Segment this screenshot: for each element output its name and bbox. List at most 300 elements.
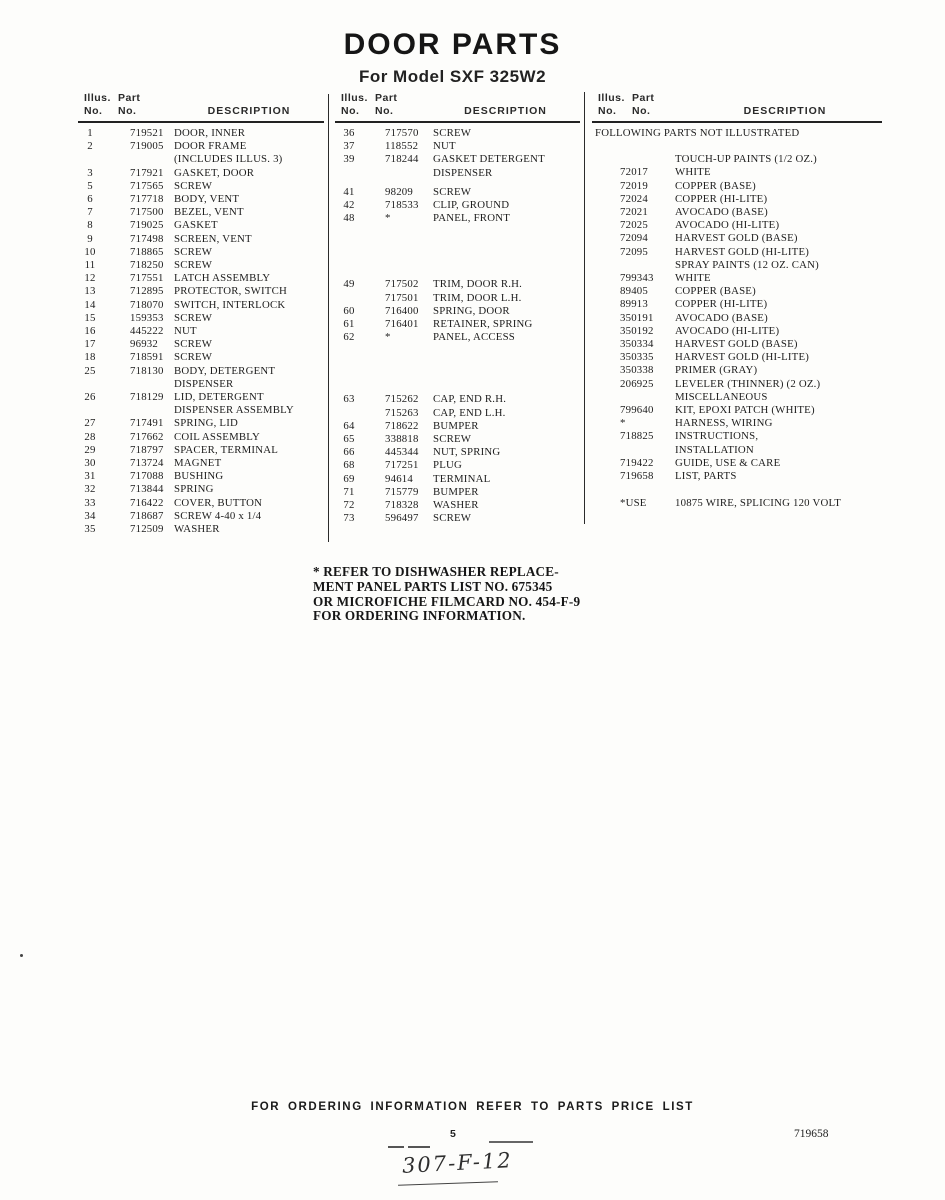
- part-no: 96932: [130, 338, 158, 351]
- table-row: [335, 459, 580, 472]
- part-no: 159353: [130, 311, 164, 324]
- part-no: *USE: [620, 497, 647, 510]
- table-row: [78, 233, 324, 246]
- table-row: [335, 140, 580, 153]
- illus-no: [78, 378, 102, 391]
- table-row: [78, 510, 324, 523]
- part-description: COPPER (BASE): [675, 179, 756, 192]
- table-row: [592, 430, 882, 443]
- part-no: 72094: [620, 232, 648, 245]
- part-no: 94614: [385, 472, 413, 485]
- part-no: 718129: [130, 391, 164, 404]
- part-no: [363, 167, 433, 180]
- illus-no: [592, 417, 620, 430]
- part-no: 718130: [130, 364, 164, 377]
- part-no: 719005: [130, 140, 164, 153]
- part-description: NUT, SPRING: [433, 446, 501, 459]
- part-no: 715262: [385, 393, 419, 406]
- illus-no: 11: [84, 259, 96, 272]
- part-description: AVOCADO (HI-LITE): [675, 219, 780, 232]
- header-part: Part: [118, 92, 141, 104]
- part-no: 799343: [620, 272, 654, 285]
- table-row: [78, 470, 324, 483]
- table-row: [592, 206, 882, 219]
- part-no: 72019: [620, 179, 648, 192]
- illus-no: [592, 193, 620, 206]
- illus-no: 7: [87, 206, 93, 219]
- illus-no: [592, 166, 620, 179]
- part-no: 350191: [620, 311, 654, 324]
- handwritten-underline: [398, 1181, 498, 1185]
- illus-no: 16: [84, 325, 96, 338]
- part-description: SCREW: [174, 245, 213, 258]
- illus-no: 29: [84, 443, 96, 456]
- part-description: 10875 WIRE, SPLICING 120 VOLT: [675, 497, 842, 510]
- illus-no: 61: [343, 318, 355, 331]
- part-description: GUIDE, USE & CARE: [675, 456, 781, 469]
- part-no: 718250: [130, 259, 164, 272]
- table-row: [335, 305, 580, 318]
- ordering-banner: FOR ORDERING INFORMATION REFER TO PARTS PRICE LIST: [251, 1101, 694, 1113]
- table-row: [335, 393, 580, 406]
- illus-no: 60: [343, 304, 355, 317]
- illus-no: [592, 285, 620, 298]
- part-no: 98209: [385, 185, 413, 198]
- illus-no: 12: [84, 272, 96, 285]
- part-description: CAP, END R.H.: [433, 393, 507, 406]
- column-divider: [584, 92, 585, 524]
- table-row: [592, 153, 882, 166]
- part-description: GASKET: [174, 219, 218, 232]
- table-row: [78, 378, 324, 391]
- table-row: [335, 331, 580, 344]
- illus-no: 42: [343, 199, 355, 212]
- table-row: [592, 470, 882, 483]
- illus-no: 66: [343, 446, 355, 459]
- illus-no: 8: [87, 219, 93, 232]
- illus-no: [335, 292, 363, 305]
- table-row: [78, 299, 324, 312]
- part-no: 118552: [385, 140, 419, 153]
- part-description: SCREEN, VENT: [174, 232, 252, 245]
- part-description: BUMPER: [433, 485, 479, 498]
- part-description: PLUG: [433, 459, 462, 472]
- table-row: [592, 378, 882, 391]
- part-no: 206925: [620, 377, 654, 390]
- table-row: [78, 417, 324, 430]
- illus-no: 64: [343, 419, 355, 432]
- part-description: MAGNET: [174, 457, 222, 470]
- illus-no: 69: [343, 472, 355, 485]
- header-description: DESCRIPTION: [207, 105, 291, 117]
- part-no: [620, 444, 675, 457]
- part-no: [620, 391, 675, 404]
- part-description: SWITCH, INTERLOCK: [174, 298, 286, 311]
- header-description: DESCRIPTION: [464, 105, 547, 117]
- part-description: WHITE: [675, 272, 711, 285]
- header-no: No.: [84, 105, 103, 117]
- part-description: CLIP, GROUND: [433, 199, 510, 212]
- illus-no: [592, 259, 620, 272]
- illus-no: 39: [343, 153, 355, 166]
- part-no: 72021: [620, 206, 648, 219]
- part-description: GASKET, DOOR: [174, 166, 255, 179]
- illus-no: [592, 338, 620, 351]
- part-description: COPPER (HI-LITE): [675, 298, 768, 311]
- table-row: [78, 285, 324, 298]
- table-row: [592, 246, 882, 259]
- part-no: [102, 153, 174, 166]
- header-part: Part: [632, 92, 655, 104]
- part-no: 350338: [620, 364, 654, 377]
- table-row: [335, 186, 580, 199]
- part-no: [102, 404, 174, 417]
- table-row: [592, 193, 882, 206]
- illus-no: 10: [84, 245, 96, 258]
- illus-no: [592, 404, 620, 417]
- illus-no: [592, 219, 620, 232]
- part-description: DISPENSER: [433, 166, 493, 179]
- illus-no: 68: [343, 459, 355, 472]
- illus-no: 30: [84, 457, 96, 470]
- part-no: 718533: [385, 199, 419, 212]
- part-no: 713724: [130, 457, 164, 470]
- part-description: TOUCH-UP PAINTS (1/2 OZ.): [675, 153, 817, 166]
- part-description: BEZEL, VENT: [174, 206, 244, 219]
- part-no: 718865: [130, 245, 164, 258]
- illus-no: 62: [343, 331, 355, 344]
- scan-artifact-dot: [20, 954, 23, 957]
- part-description: HARVEST GOLD (BASE): [675, 338, 798, 351]
- illus-no: [592, 246, 620, 259]
- illus-no: 35: [84, 523, 96, 536]
- part-no: 719521: [130, 127, 164, 139]
- illus-no: 18: [84, 351, 96, 364]
- part-no: 717491: [130, 417, 164, 430]
- part-description: (INCLUDES ILLUS. 3): [174, 153, 283, 166]
- illus-no: 34: [84, 509, 96, 522]
- table-row: [592, 404, 882, 417]
- table-row: [592, 338, 882, 351]
- illus-no: 49: [343, 278, 355, 291]
- illus-no: 5: [87, 179, 93, 192]
- illus-no: 32: [84, 483, 96, 496]
- table-header: [592, 92, 882, 123]
- illus-no: [592, 232, 620, 245]
- part-description: HARVEST GOLD (BASE): [675, 232, 798, 245]
- illus-no: 28: [84, 430, 96, 443]
- illus-no: 15: [84, 311, 96, 324]
- part-no: 717088: [130, 470, 164, 483]
- part-description: TERMINAL: [433, 472, 491, 485]
- illus-no: 6: [87, 193, 93, 206]
- illus-no: 31: [84, 470, 96, 483]
- illus-no: [592, 497, 620, 510]
- part-no: 713844: [130, 483, 164, 496]
- part-no: 717662: [130, 430, 164, 443]
- table-header: [335, 92, 580, 123]
- table-row: [592, 180, 882, 193]
- illus-no: [592, 430, 620, 443]
- part-no: 717502: [385, 278, 419, 291]
- table-row: [78, 483, 324, 496]
- illus-no: [592, 206, 620, 219]
- illus-no: [592, 312, 620, 325]
- illus-no: 73: [343, 512, 355, 525]
- illus-no: 14: [84, 298, 96, 311]
- part-no: 445344: [385, 446, 419, 459]
- part-no: 712895: [130, 285, 164, 298]
- part-description: SCREW: [174, 351, 213, 364]
- illus-no: [592, 378, 620, 391]
- part-no: 717500: [130, 206, 164, 219]
- scan-artifact-dash: [408, 1146, 430, 1148]
- footnote-line: FOR ORDERING INFORMATION.: [313, 608, 526, 624]
- part-no: 89913: [620, 298, 648, 311]
- header-description: DESCRIPTION: [743, 105, 827, 117]
- part-no: 719025: [130, 219, 164, 232]
- part-description: AVOCADO (BASE): [675, 311, 768, 324]
- header-no: No.: [341, 105, 360, 117]
- part-no: 717251: [385, 459, 419, 472]
- table-row: [335, 512, 580, 525]
- part-description: MISCELLANEOUS: [675, 390, 768, 403]
- part-no: 716400: [385, 304, 419, 317]
- table-row: [78, 444, 324, 457]
- table-row: [78, 219, 324, 232]
- illus-no: [78, 404, 102, 417]
- part-description: SPRING, LID: [174, 417, 238, 430]
- column-divider: [328, 94, 329, 542]
- parts-rows: [335, 127, 580, 525]
- part-description: KIT, EPOXI PATCH (WHITE): [675, 404, 815, 417]
- part-no: 719658: [620, 470, 654, 483]
- header-rule: [592, 121, 882, 123]
- part-no: 716401: [385, 318, 419, 331]
- table-row: [592, 312, 882, 325]
- part-description: NUT: [433, 140, 456, 153]
- part-no: 712509: [130, 523, 164, 536]
- part-description: WASHER: [174, 523, 220, 536]
- part-description: SPACER, TERMINAL: [174, 443, 278, 456]
- part-description: TRIM, DOOR L.H.: [433, 291, 522, 304]
- part-description: SCREW 4-40 x 1/4: [174, 509, 262, 522]
- illus-no: 36: [343, 127, 355, 139]
- table-row: [592, 351, 882, 364]
- table-row: [78, 127, 324, 140]
- part-no: 350192: [620, 324, 654, 337]
- part-no: *: [385, 212, 391, 225]
- part-description: LATCH ASSEMBLY: [174, 272, 271, 285]
- part-description: PANEL, FRONT: [433, 212, 510, 225]
- header-rule: [78, 121, 324, 123]
- part-no: *: [620, 417, 626, 430]
- page-number: 5: [450, 1128, 456, 1140]
- part-description: LIST, PARTS: [675, 470, 737, 483]
- part-description: SCREW: [433, 127, 472, 139]
- part-description: SCREW: [174, 338, 213, 351]
- table-row: [78, 325, 324, 338]
- part-no: 717565: [130, 179, 164, 192]
- part-description: SPRING: [174, 483, 214, 496]
- part-description: BODY, DETERGENT: [174, 364, 276, 377]
- part-description: CAP, END L.H.: [433, 406, 506, 419]
- illus-no: 27: [84, 417, 96, 430]
- illus-no: 37: [343, 140, 355, 153]
- illus-no: [592, 351, 620, 364]
- table-row: [78, 338, 324, 351]
- table-row: [335, 167, 580, 180]
- parts-rows: [592, 127, 882, 510]
- illus-no: 41: [343, 185, 355, 198]
- part-description: LEVELER (THINNER) (2 OZ.): [675, 377, 821, 390]
- part-no: 718328: [385, 499, 419, 512]
- table-row: [78, 167, 324, 180]
- part-description: PANEL, ACCESS: [433, 331, 516, 344]
- part-no: 338818: [385, 433, 419, 446]
- illus-no: [78, 153, 102, 166]
- part-no: 799640: [620, 404, 654, 417]
- header-rule: [335, 121, 580, 123]
- table-row: [592, 166, 882, 179]
- part-no: 715779: [385, 485, 419, 498]
- part-no: 72024: [620, 192, 648, 205]
- part-no: 719422: [620, 456, 654, 469]
- part-description: DISPENSER ASSEMBLY: [174, 404, 294, 417]
- illus-no: 33: [84, 496, 96, 509]
- part-description: PRIMER (GRAY): [675, 364, 758, 377]
- illus-no: 48: [343, 212, 355, 225]
- table-row: [335, 153, 580, 166]
- part-no: 718070: [130, 298, 164, 311]
- illus-no: [592, 444, 620, 457]
- part-description: HARVEST GOLD (HI-LITE): [675, 351, 810, 364]
- table-header: [78, 92, 324, 123]
- table-row: [78, 206, 324, 219]
- table-row: [78, 404, 324, 417]
- table-row: [78, 312, 324, 325]
- illus-no: 71: [343, 485, 355, 498]
- part-description: INSTRUCTIONS,: [675, 430, 759, 443]
- illus-no: [592, 272, 620, 285]
- page-title: DOOR PARTS: [343, 28, 562, 61]
- footnote-line: MENT PANEL PARTS LIST NO. 675345: [313, 578, 553, 594]
- table-row: [592, 457, 882, 470]
- part-no: 717921: [130, 166, 164, 179]
- illus-no: [335, 167, 363, 180]
- table-row: [78, 193, 324, 206]
- table-row: [592, 417, 882, 430]
- table-row: [78, 391, 324, 404]
- table-row: [335, 473, 580, 486]
- part-no: [620, 153, 675, 166]
- part-description: COVER, BUTTON: [174, 496, 263, 509]
- part-description: SCREW: [433, 433, 472, 446]
- part-description: BODY, VENT: [174, 193, 240, 206]
- table-row: [592, 219, 882, 232]
- illus-no: 1: [87, 127, 93, 139]
- part-no: 718591: [130, 351, 164, 364]
- table-row: [78, 457, 324, 470]
- scan-artifact-dash: [388, 1146, 404, 1148]
- table-row: [78, 246, 324, 259]
- part-description: COPPER (HI-LITE): [675, 192, 768, 205]
- table-row: [78, 180, 324, 193]
- part-description: WASHER: [433, 499, 479, 512]
- part-description: NUT: [174, 325, 197, 338]
- part-no: 717498: [130, 232, 164, 245]
- part-description: DOOR FRAME: [174, 140, 247, 153]
- table-row: [78, 497, 324, 510]
- illus-no: [335, 407, 363, 420]
- scan-artifact-dash: [489, 1141, 533, 1143]
- table-row: [335, 420, 580, 433]
- part-no: 718244: [385, 153, 419, 166]
- illus-no: 2: [87, 140, 93, 153]
- table-row: [78, 259, 324, 272]
- part-description: SCREW: [433, 185, 472, 198]
- illus-no: 65: [343, 433, 355, 446]
- table-row: [78, 365, 324, 378]
- part-description: AVOCADO (HI-LITE): [675, 324, 780, 337]
- illus-no: [592, 153, 620, 166]
- table-row: [592, 444, 882, 457]
- table-row: [78, 140, 324, 153]
- table-row: [592, 272, 882, 285]
- document-number: 719658: [794, 1128, 829, 1140]
- table-row: [335, 433, 580, 446]
- table-row: [592, 232, 882, 245]
- part-no: 718797: [130, 443, 164, 456]
- table-row: [78, 431, 324, 444]
- part-no: 717570: [385, 127, 419, 139]
- section-note-row: FOLLOWING PARTS NOT ILLUSTRATED: [595, 127, 800, 139]
- illus-no: [592, 325, 620, 338]
- illus-no: 25: [84, 364, 96, 377]
- table-row: [335, 292, 580, 305]
- part-description: BUSHING: [174, 470, 224, 483]
- part-no: *: [385, 331, 391, 344]
- illus-no: [592, 364, 620, 377]
- part-no: 717551: [130, 272, 164, 285]
- part-description: SPRING, DOOR: [433, 304, 510, 317]
- part-no: 718825: [620, 430, 654, 443]
- illus-no: 9: [87, 232, 93, 245]
- parts-column-1: [78, 92, 324, 536]
- part-description: DOOR, INNER: [174, 127, 246, 139]
- table-row: [592, 298, 882, 311]
- header-illus: Illus.: [84, 92, 111, 104]
- table-row: [592, 259, 882, 272]
- page-header: [0, 28, 905, 87]
- part-description: SCREW: [174, 311, 213, 324]
- header-no: No.: [118, 105, 137, 117]
- table-row: [335, 212, 580, 225]
- part-no: 596497: [385, 512, 419, 525]
- page-subtitle: For Model SXF 325W2: [358, 67, 547, 86]
- part-no: 718622: [385, 419, 419, 432]
- part-description: COIL ASSEMBLY: [174, 430, 261, 443]
- table-row: [592, 325, 882, 338]
- table-row: [592, 497, 882, 510]
- table-row: [78, 351, 324, 364]
- header-no: No.: [598, 105, 617, 117]
- illus-no: [592, 298, 620, 311]
- footnote-line: * REFER TO DISHWASHER REPLACE-: [313, 564, 559, 579]
- part-no: 350334: [620, 338, 654, 351]
- replacement-panel-footnote: [313, 565, 591, 624]
- table-row: [335, 318, 580, 331]
